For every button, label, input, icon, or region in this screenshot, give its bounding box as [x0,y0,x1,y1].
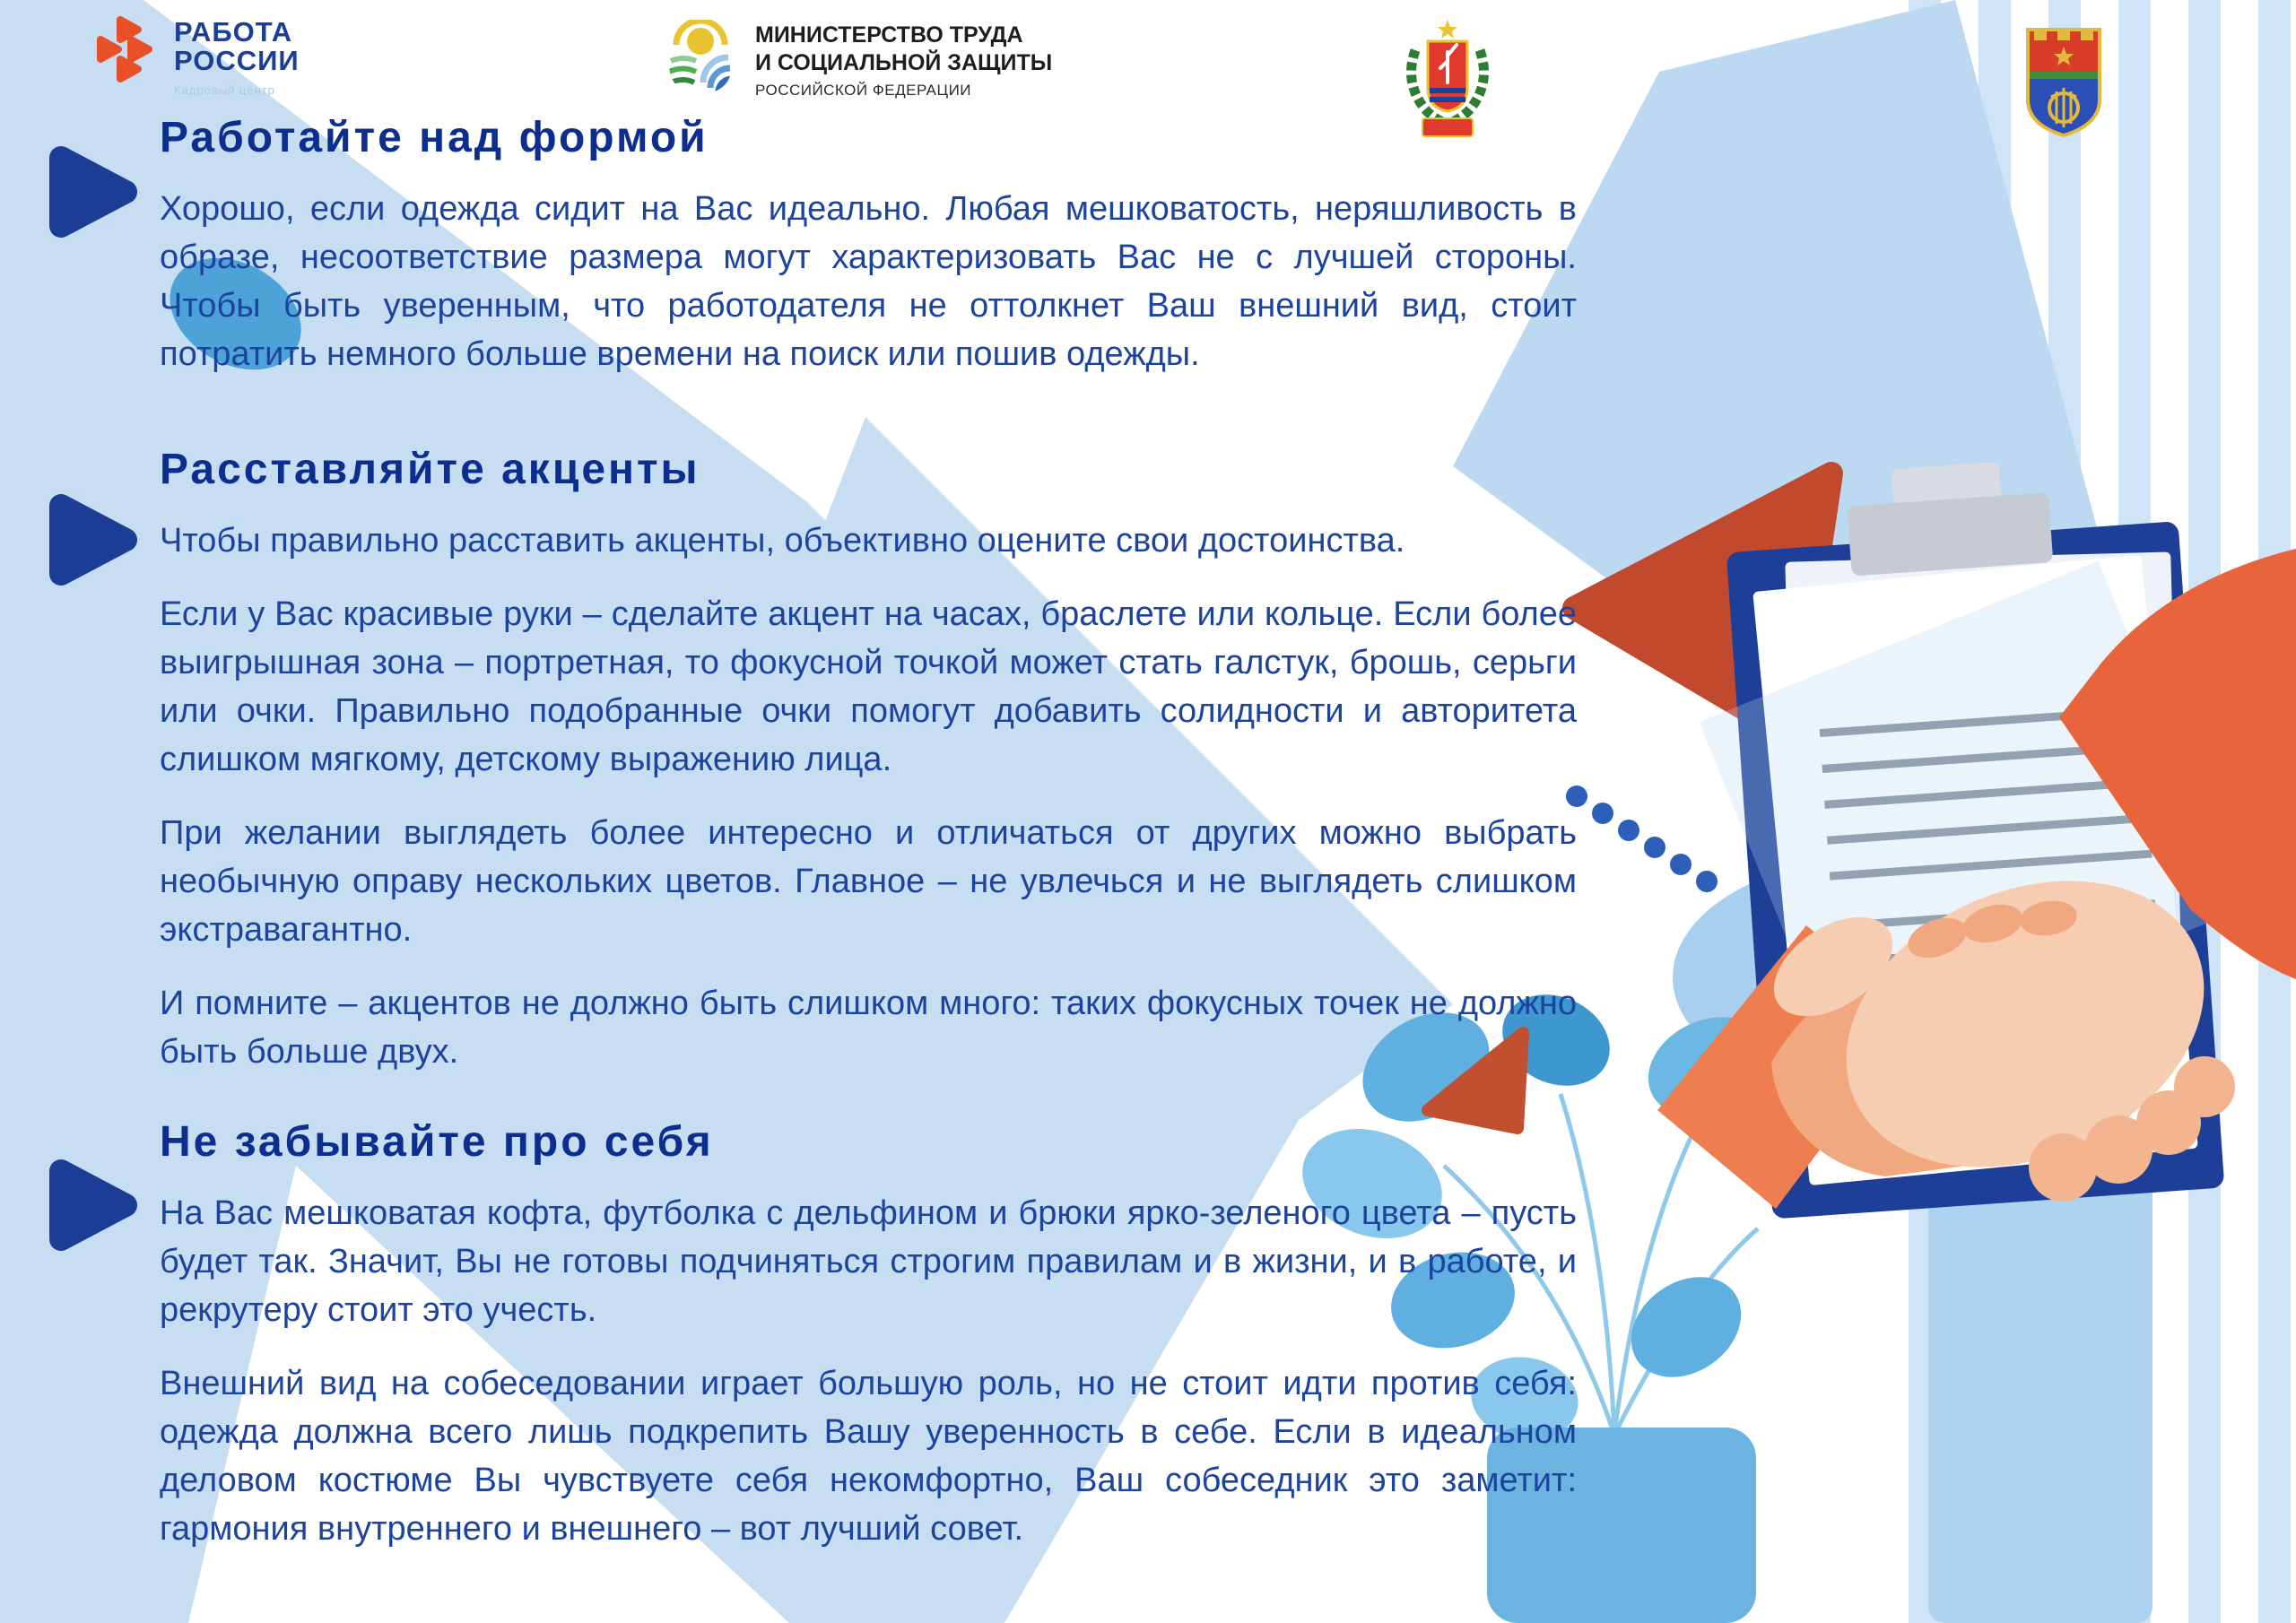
ministry-title-line2: И СОЦИАЛЬНОЙ ЗАЩИТЫ [755,49,1053,75]
section-3-title: Не забывайте про себя [160,1118,714,1166]
bullet-arrow-3 [45,1159,142,1252]
dotted-row [1566,785,1718,892]
section-1-title: Работайте над формой [160,114,709,161]
section-2-paragraph-4: И помните – акцентов не должно быть слишком много: таких фокусных точек не должно быть больше двух. [160,984,1577,1071]
section-1-paragraph-1: Хорошо, если одежда сидит на Вас идеально. Любая мешковатость, неряшливость в образе, несоответствие размера могут характеризовать Вас не с лучшей стороны. Чтобы быть уверенным, что работодателя не оттолкнет Ваш внешний вид, стоит потратить немного больше времени на поиск или пошив одежды. [160,190,1577,373]
bullet-arrow-2 [45,493,142,586]
ministry-title-line3: РОССИЙСКОЙ ФЕДЕРАЦИИ [755,82,972,99]
section-2-paragraph-1: Чтобы правильно расставить акценты, объективно оцените свои достоинства. [160,522,1405,560]
section-2-title: Расставляйте акценты [160,446,700,493]
rabota-logo-line2: РОССИИ [174,45,300,77]
bullet-arrow-1 [45,145,142,239]
section-dont-forget-yourself [160,1117,1577,1579]
section-3-paragraph-1: На Вас мешковатая кофта, футболка с дельфином и брюки ярко-зеленого цвета – пусть будет так. Значит, Вы не готовы подчиняться строгим правилам и в жизни, и в работе, и рекрутеру стоит это учесть. [160,1194,1577,1329]
section-place-accents [160,445,1577,1102]
section-work-on-form [160,113,1577,404]
ministry-title-line1: МИНИСТЕРСТВО ТРУДА [755,22,1023,48]
rabota-logo-subtitle: Кадровый центр [174,83,275,98]
section-2-paragraph-2: Если у Вас красивые руки – сделайте акцент на часах, браслете или кольце. Если более выигрышная зона – портретная, то фокусной точкой может стать галстук, брошь, серьги или очки. Правильно подобранные очки помогут добавить солидности и авторитета слишком мягкому, детскому выражению лица. [160,595,1577,778]
section-3-paragraph-2: Внешний вид на собеседовании играет большую роль, но не стоит идти против себя: одежда должна всего лишь подкрепить Вашу уверенность в себе. Если в идеальном деловом костюме Вы чувствуете себя некомфортно, Ваш собеседник это заметит: гармония внутреннего и внешнего – вот лучший совет. [160,1364,1577,1548]
section-2-paragraph-3: При желании выглядеть более интересно и отличаться от других можно выбрать необычную оправу нескольких цветов. Главное – не увлечься и не выглядеть слишком экстравагантно. [160,813,1577,949]
clipboard-clip [1847,492,2053,577]
rabota-logo-line1: РАБОТА [174,16,293,48]
